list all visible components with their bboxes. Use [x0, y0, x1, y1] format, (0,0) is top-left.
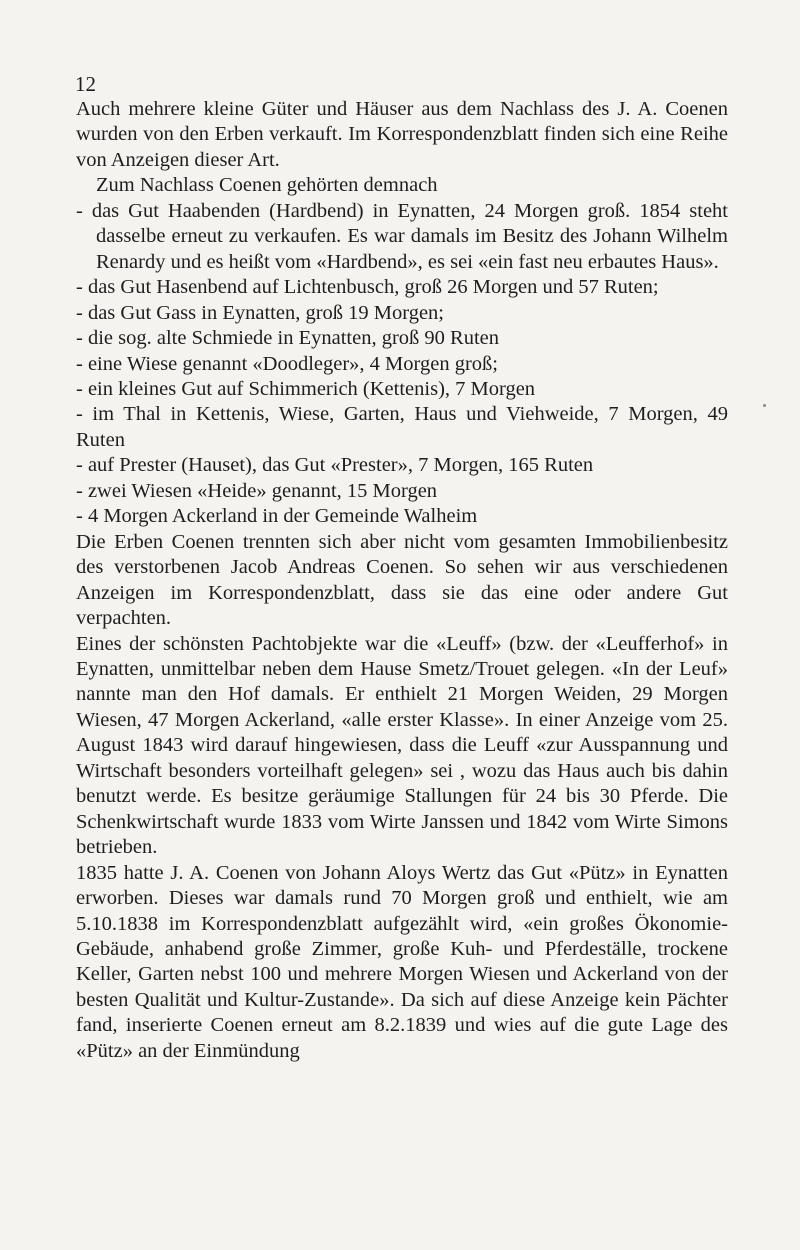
- list-item: - das Gut Gass in Eynatten, groß 19 Morgen;: [76, 301, 444, 324]
- list-item: - 4 Morgen Ackerland in der Gemeinde Walheim: [76, 505, 478, 528]
- list-item: - zwei Wiesen «Heide» genannt, 15 Morgen: [76, 479, 438, 502]
- paragraph-list-lead: Zum Nachlass Coenen gehörten demnach: [96, 174, 438, 197]
- list-item: - die sog. alte Schmiede in Eynatten, groß 90 Ruten: [76, 327, 500, 350]
- estate-list: [76, 199, 728, 530]
- paragraph-puetz: 1835 hatte J. A. Coenen von Johann Aloys Wertz das Gut «Pütz» in Eynatten erworben. Dieses war damals rund 70 Morgen groß und enthielt, wie am 5.10.1838 im Korrespondenzblatt aufgezählt wird, «ein großes Ökonomie-Gebäude, anhabend große Zimmer, große Kuh- und Pferdeställe, trockene Keller, Garten nebst 100 und mehrere Morgen Wiesen und Ackerland von der besten Qualität und Kultur-Zustande». Da sich auf diese Anzeige kein Pächter fand, inserierte Coenen erneut am 8.2.1839 und wies auf die gute Lage des «Pütz» an der Einmündung: [76, 861, 728, 1062]
- body-text: [76, 97, 728, 1064]
- paragraph-leuff: Eines der schönsten Pachtobjekte war die «Leuff» (bzw. der «Leufferhof» in Eynatten, unmittelbar neben dem Hause Smetz/Trouet gelegen. «In der Leuf» nannte man den Hof damals. Er enthielt 21 Morgen Weiden, 29 Morgen Wiesen, 47 Morgen Ackerland, «alle erster Klasse». In einer Anzeige vom 25. August 1843 wird darauf hingewiesen, dass die Leuff «zur Ausspannung und Wirtschaft besonders vorteilhaft gelegen» sei , wozu das Haus auch bis dahin benutzt werde. Es besitze geräumige Stallungen für 24 bis 30 Pferde. Die Schenkwirtschaft wurde 1833 vom Wirte Janssen und 1842 vom Wirte Simons betrieben.: [76, 632, 728, 859]
- paragraph-heirs: Die Erben Coenen trennten sich aber nicht vom gesamten Immobilienbesitz des verstorbenen Jacob Andreas Coenen. So sehen wir aus verschiedenen Anzeigen im Korrespondenzblatt, dass sie das eine oder andere Gut verpachten.: [76, 530, 728, 630]
- margin-speck: [763, 404, 766, 407]
- list-item: - auf Prester (Hauset), das Gut «Prester», 7 Morgen, 165 Ruten: [76, 454, 594, 477]
- list-item: - ein kleines Gut auf Schimmerich (Kettenis), 7 Morgen: [76, 377, 536, 400]
- list-item: - das Gut Hasenbend auf Lichtenbusch, groß 26 Morgen und 57 Ruten;: [76, 276, 659, 299]
- paragraph-intro: Auch mehrere kleine Güter und Häuser aus dem Nachlass des J. A. Coenen wurden von den Erben verkauft. Im Korrespondenzblatt finden sich eine Reihe von Anzeigen dieser Art.: [76, 98, 728, 171]
- list-item: - das Gut Haabenden (Hardbend) in Eynatten, 24 Morgen groß. 1854 steht dasselbe erneut zu verkaufen. Es war damals im Besitz des Johann Wilhelm Renardy und es heißt vom «Hardbend», es sei «ein fast neu erbautes Haus».: [76, 199, 728, 273]
- list-item: - eine Wiese genannt «Doodleger», 4 Morgen groß;: [76, 352, 498, 375]
- list-item: - im Thal in Kettenis, Wiese, Garten, Haus und Viehweide, 7 Morgen, 49 Ruten: [76, 403, 728, 451]
- page-number: 12: [75, 72, 96, 96]
